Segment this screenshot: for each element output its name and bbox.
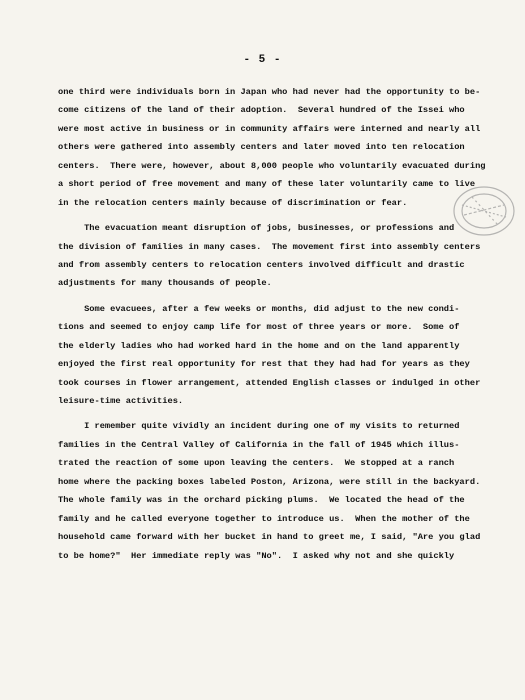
- text-line: come citizens of the land of their adoption. Several hundred of the Issei who: [58, 105, 465, 116]
- text-line: one third were individuals born in Japan who had never had the opportunity to be-: [58, 87, 481, 97]
- text-line: Some evacuees, after a few weeks or months, did adjust to the new condi-: [58, 303, 460, 314]
- text-line: household came forward with her bucket in hand to greet me, I said, "Are you glad: [58, 532, 481, 543]
- paragraph: [58, 83, 486, 212]
- text-line: centers. There were, however, about 8,000 people who voluntarily evacuated during: [58, 160, 486, 171]
- body-text: [58, 83, 486, 565]
- text-line: home where the packing boxes labeled Poston, Arizona, were still in the backyard.: [58, 476, 481, 487]
- text-line: and from assembly centers to relocation centers involved difficult and drastic: [58, 259, 465, 270]
- text-line: families in the Central Valley of California in the fall of 1945 which illus-: [58, 439, 460, 450]
- text-line: the division of families in many cases. The movement first into assembly centers: [58, 241, 481, 252]
- text-line: The whole family was in the orchard picking plums. We located the head of the: [58, 495, 465, 506]
- text-line: took courses in flower arrangement, attended English classes or indulged in other: [58, 377, 481, 388]
- text-line: others were gathered into assembly centers and later moved into ten relocation: [58, 142, 465, 153]
- text-line: to be home?" Her immediate reply was "No". I asked why not and she quickly: [58, 550, 455, 561]
- text-line: enjoyed the first real opportunity for rest that they had had for years as they: [58, 359, 470, 370]
- text-line: The evacuation meant disruption of jobs, businesses, or professions and: [58, 223, 455, 234]
- text-line: were most active in business or in community affairs were interned and nearly all: [58, 123, 481, 134]
- text-line: I remember quite vividly an incident during one of my visits to returned: [58, 421, 460, 432]
- text-line: trated the reaction of some upon leaving the centers. We stopped at a ranch: [58, 458, 455, 469]
- text-line: a short period of free movement and many of these later voluntarily came to live: [58, 179, 476, 190]
- paragraph: [58, 417, 481, 565]
- paragraph-gap: [58, 212, 478, 219]
- page-number: - 5 -: [243, 54, 282, 66]
- paragraph: [58, 219, 481, 293]
- text-line: tions and seemed to enjoy camp life for most of three years or more. Some of: [58, 322, 460, 333]
- text-line: in the relocation centers mainly because of discrimination or fear.: [58, 197, 408, 208]
- paragraph-gap: [58, 293, 478, 300]
- text-line: leisure-time activities.: [58, 396, 184, 406]
- text-line: adjustments for many thousands of people.: [58, 278, 272, 289]
- text-line: the elderly ladies who had worked hard in the home and on the land apparently: [58, 340, 460, 351]
- text-line: family and he called everyone together to introduce us. When the mother of the: [58, 513, 470, 524]
- paragraph-gap: [58, 410, 478, 417]
- paragraph: [58, 300, 481, 411]
